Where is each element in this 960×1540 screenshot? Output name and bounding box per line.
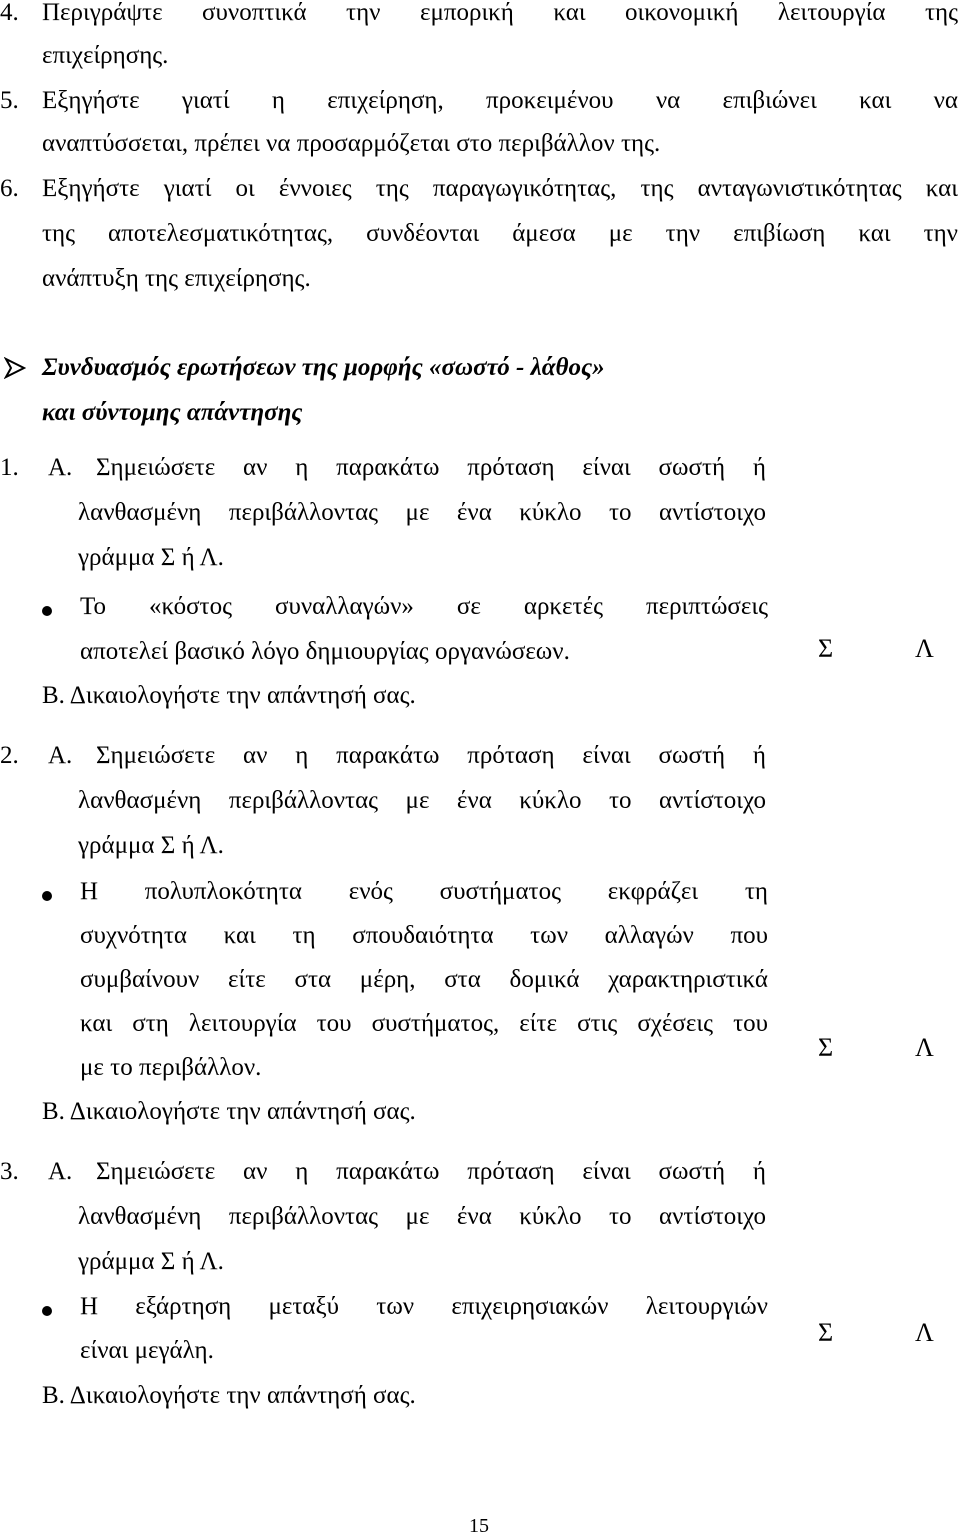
question-text-line: Εξηγήστε γιατί η επιχείρηση, προκειμένου να επιβιώνει και να	[42, 87, 958, 114]
part-a-label: Α.	[48, 454, 73, 481]
question-number: 5.	[0, 87, 19, 114]
section-heading: Συνδυασμός ερωτήσεων της μορφής «σωστό - λάθος»	[42, 354, 605, 381]
instruction-line: Σημειώσετε αν η παρακάτω πρόταση είναι σωστή ή	[96, 1158, 766, 1185]
statement-line: είναι μεγάλη.	[80, 1337, 214, 1364]
part-b-text: Β. Δικαιολογήστε την απάντησή σας.	[42, 682, 416, 709]
statement-line: Το «κόστος συναλλαγών» σε αρκετές περιπτώσεις	[80, 593, 768, 620]
question-text-line: της αποτελεσματικότητας, συνδέονται άμεσα με την επιβίωση και την	[42, 220, 958, 247]
section-heading: και σύντομης απάντησης	[42, 399, 303, 426]
question-text-line: ανάπτυξη της επιχείρησης.	[42, 265, 311, 292]
page-number: 15	[469, 1515, 489, 1537]
part-b-text: Β. Δικαιολογήστε την απάντησή σας.	[42, 1098, 416, 1125]
false-option[interactable]: Λ	[915, 1033, 934, 1062]
statement-line: αποτελεί βασικό λόγο δημιουργίας οργανώσεων.	[80, 638, 570, 665]
true-option[interactable]: Σ	[818, 1318, 834, 1347]
true-option[interactable]: Σ	[818, 1033, 834, 1062]
question-text-line: Εξηγήστε γιατί οι έννοιες της παραγωγικότητας, της ανταγωνιστικότητας και	[42, 175, 958, 202]
instruction-line: λανθασμένη περιβάλλοντας με ένα κύκλο το αντίστοιχο	[78, 499, 766, 526]
question-text-line: αναπτύσσεται, πρέπει να προσαρμόζεται στο περιβάλλον της.	[42, 130, 661, 157]
instruction-line: λανθασμένη περιβάλλοντας με ένα κύκλο το αντίστοιχο	[78, 1203, 766, 1230]
statement-line: και στη λειτουργία του συστήματος, είτε στις σχέσεις του	[80, 1010, 768, 1037]
item-number: 3.	[0, 1158, 19, 1185]
instruction-line: γράμμα Σ ή Λ.	[78, 832, 224, 859]
item-number: 2.	[0, 742, 19, 769]
part-a-label: Α.	[48, 742, 73, 769]
instruction-line: γράμμα Σ ή Λ.	[78, 544, 224, 571]
part-a-label: Α.	[48, 1158, 73, 1185]
instruction-line: Σημειώσετε αν η παρακάτω πρόταση είναι σωστή ή	[96, 742, 766, 769]
statement-line: Η εξάρτηση μεταξύ των επιχειρησιακών λειτουργιών	[80, 1293, 768, 1320]
statement-line: συχνότητα και τη σπουδαιότητα των αλλαγών που	[80, 922, 768, 949]
bullet-icon	[42, 606, 52, 616]
arrow-bullet-icon	[4, 357, 26, 379]
false-option[interactable]: Λ	[915, 1318, 934, 1347]
part-b-text: Β. Δικαιολογήστε την απάντησή σας.	[42, 1382, 416, 1409]
true-option[interactable]: Σ	[818, 634, 834, 663]
bullet-icon	[42, 1306, 52, 1316]
item-number: 1.	[0, 454, 19, 481]
question-text-line: επιχείρησης.	[42, 42, 169, 69]
statement-line: συμβαίνουν είτε στα μέρη, στα δομικά χαρακτηριστικά	[80, 966, 768, 993]
false-option[interactable]: Λ	[915, 634, 934, 663]
question-number: 4.	[0, 0, 19, 26]
statement-line: Η πολυπλοκότητα ενός συστήματος εκφράζει τη	[80, 878, 768, 905]
statement-line: με το περιβάλλον.	[80, 1054, 262, 1081]
instruction-line: λανθασμένη περιβάλλοντας με ένα κύκλο το αντίστοιχο	[78, 787, 766, 814]
instruction-line: γράμμα Σ ή Λ.	[78, 1248, 224, 1275]
instruction-line: Σημειώσετε αν η παρακάτω πρόταση είναι σωστή ή	[96, 454, 766, 481]
question-number: 6.	[0, 175, 19, 202]
bullet-icon	[42, 891, 52, 901]
question-text-line: Περιγράψτε συνοπτικά την εμπορική και οικονομική λειτουργία της	[42, 0, 958, 26]
